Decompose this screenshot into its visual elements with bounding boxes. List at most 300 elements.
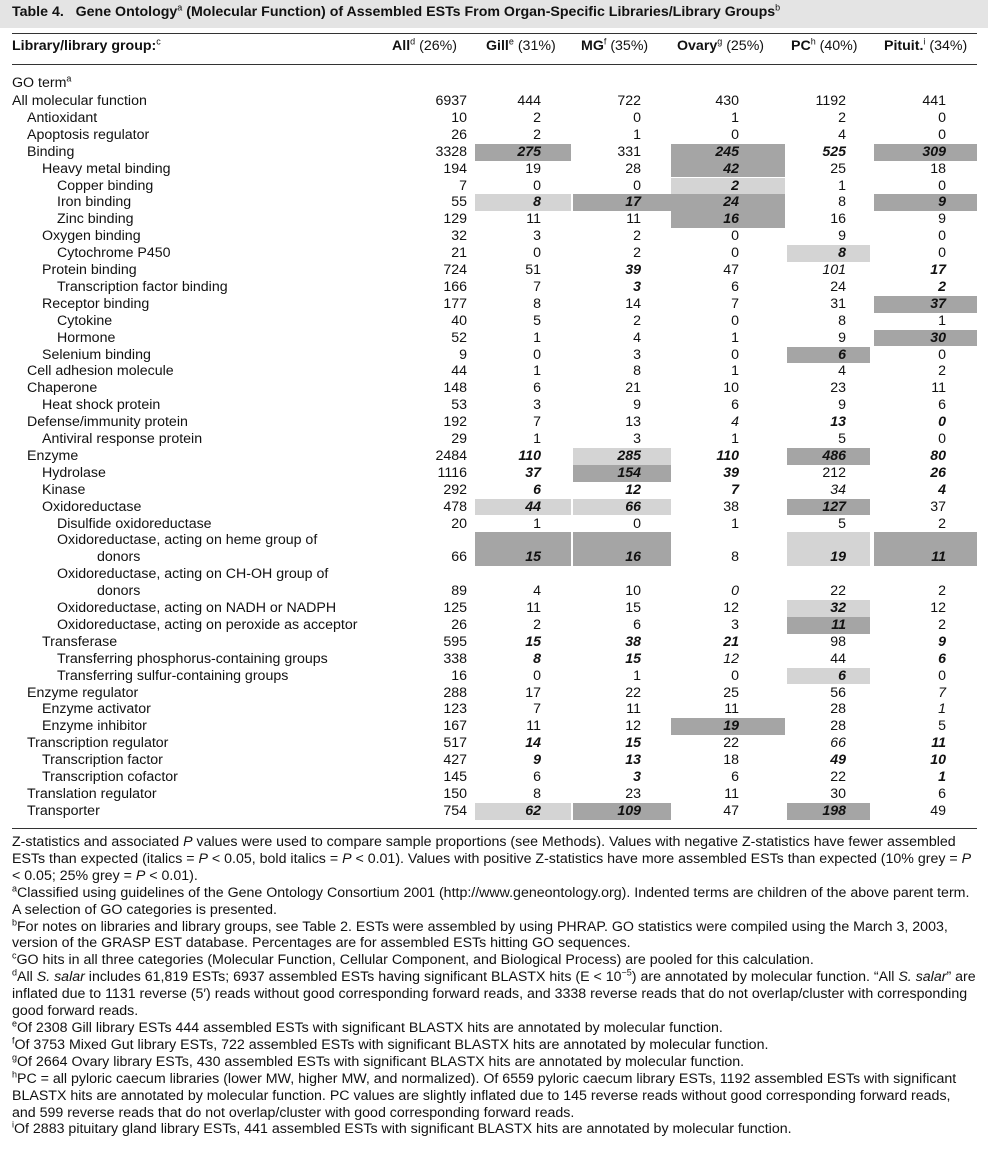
value-cell: 0	[938, 431, 946, 447]
value-cell: 11	[526, 718, 541, 735]
value-cell: 3	[633, 431, 641, 447]
value-cell: 154	[573, 465, 671, 482]
table-row	[0, 499, 988, 516]
table-row	[0, 718, 988, 735]
value-cell: 2	[533, 616, 541, 633]
value-cell: 427	[443, 752, 467, 769]
table-row	[0, 634, 988, 651]
value-cell: 28	[830, 701, 846, 718]
value-cell: 1	[633, 126, 641, 143]
value-cell: 2484	[435, 447, 467, 464]
value-cell: 4	[938, 481, 946, 498]
value-cell: 53	[451, 397, 467, 414]
value-cell: 17	[573, 194, 671, 211]
go-term-label: Heavy metal binding	[42, 160, 171, 177]
value-cell: 25	[723, 684, 739, 701]
go-term-label: Selenium binding	[42, 346, 151, 363]
value-cell: 62	[475, 803, 571, 820]
table-row	[0, 313, 988, 330]
value-cell: 11	[874, 532, 977, 566]
value-cell: 2	[633, 245, 641, 262]
value-cell: 309	[874, 144, 977, 161]
go-term-label: Transcription regulator	[27, 735, 169, 752]
value-cell: 275	[475, 144, 571, 161]
value-cell: 13	[625, 752, 641, 769]
go-term-label: Cytochrome P450	[57, 245, 171, 262]
value-cell: 7	[533, 278, 541, 295]
footnote-b: $^b$For notes on libraries and library groups, see Table 2. ESTs were assembled by using PHRAP. GO statistics were compiled using the March 3, 2003, version of the GRASP EST database. Percentages are for assembled ESTs hitting GO sequences.	[12, 916, 948, 952]
value-cell: 32	[451, 228, 467, 245]
table-row	[0, 465, 988, 482]
value-cell: 3	[633, 346, 641, 363]
go-term-label: Oxidoreductase, acting on heme group of donors	[57, 532, 318, 566]
value-cell: 9	[459, 346, 467, 363]
value-cell: 28	[625, 160, 641, 177]
value-cell: 288	[443, 684, 467, 701]
go-term-label: Copper binding	[57, 177, 154, 194]
value-cell: 6	[787, 668, 870, 685]
value-cell: 21	[723, 633, 739, 650]
value-cell: 292	[443, 481, 467, 498]
value-cell: 8	[838, 312, 846, 329]
footnote-e: $^e$Of 2308 Gill library ESTs 444 assembled ESTs with significant BLASTX hits are annotated by molecular function.	[12, 1018, 723, 1036]
value-cell: 16	[573, 532, 671, 566]
value-cell: 30	[874, 330, 977, 347]
value-cell: 31	[830, 295, 846, 312]
value-cell: 6	[938, 397, 946, 414]
value-cell: 6	[938, 650, 946, 667]
header-library-label: Library/library group:$^c$	[12, 36, 161, 54]
table-row	[0, 735, 988, 752]
value-cell: 12	[930, 600, 946, 616]
table-title-text-2: (Molecular Function) of Assembled ESTs From Organ-Specific Libraries/Library Groups	[182, 4, 776, 20]
value-cell: 724	[443, 262, 467, 278]
table-row	[0, 194, 988, 211]
value-cell: 0	[731, 583, 739, 600]
value-cell: 198	[787, 803, 870, 820]
value-cell: 8	[838, 194, 846, 211]
value-cell: 30	[830, 785, 846, 802]
go-term-label: Apoptosis regulator	[27, 126, 150, 143]
table-row	[0, 211, 988, 228]
go-term-label: Hydrolase	[42, 464, 106, 481]
value-cell: 101	[822, 262, 846, 278]
value-cell: 25	[830, 160, 846, 177]
value-cell: 18	[723, 752, 739, 769]
value-cell: 0	[533, 177, 541, 194]
value-cell: 28	[830, 718, 846, 735]
value-cell: 52	[451, 329, 467, 346]
value-cell: 7	[459, 177, 467, 194]
table-row	[0, 668, 988, 685]
table-row	[0, 161, 988, 178]
go-term-heading: GO term$^a$	[12, 73, 72, 91]
value-cell: 10	[625, 583, 641, 600]
value-cell: 44	[830, 650, 846, 667]
go-term-label: Oxygen binding	[42, 228, 141, 245]
value-cell: 4	[838, 363, 846, 380]
value-cell: 11	[724, 701, 739, 718]
value-cell: 7	[731, 481, 739, 498]
value-cell: 0	[633, 515, 641, 532]
value-cell: 39	[723, 464, 739, 481]
go-term-label: Enzyme inhibitor	[42, 718, 147, 735]
value-cell: 177	[443, 295, 467, 312]
value-cell: 47	[723, 802, 739, 819]
value-cell: 1	[533, 329, 541, 346]
value-cell: 6	[533, 481, 541, 498]
value-cell: 1	[533, 431, 541, 447]
value-cell: 1	[731, 363, 739, 380]
value-cell: 9	[838, 397, 846, 414]
go-term-label: Binding	[27, 143, 75, 160]
table-row	[0, 448, 988, 465]
table-row	[0, 516, 988, 533]
go-term-label: Oxidoreductase, acting on peroxide as acceptor	[57, 616, 358, 633]
value-cell: 24	[830, 278, 846, 295]
go-term-label: Transcription factor binding	[57, 278, 228, 295]
value-cell: 2	[938, 583, 946, 600]
table-row	[0, 685, 988, 702]
value-cell: 7	[533, 701, 541, 718]
go-term-label: Defense/immunity protein	[27, 414, 188, 431]
value-cell: 23	[830, 380, 846, 397]
table-title-text-1: Gene Ontology	[75, 4, 178, 20]
value-cell: 0	[731, 228, 739, 245]
go-term-label: Transcription factor	[42, 752, 163, 769]
value-cell: 20	[451, 515, 467, 532]
value-cell: 7	[938, 684, 946, 701]
value-cell: 9	[533, 752, 541, 769]
value-cell: 127	[787, 499, 870, 516]
col-header-all: All$^d$ (26%)	[392, 36, 457, 54]
value-cell: 4	[633, 329, 641, 346]
go-term-label: Oxidoreductase	[42, 498, 142, 515]
table-row	[0, 127, 988, 144]
table-row	[0, 617, 988, 634]
value-cell: 11	[787, 617, 870, 634]
value-cell: 754	[443, 802, 467, 819]
value-cell: 66	[451, 549, 467, 566]
value-cell: 0	[938, 667, 946, 684]
table-row	[0, 93, 988, 110]
value-cell: 2	[671, 178, 785, 195]
value-cell: 2	[533, 109, 541, 126]
go-term-label: Hormone	[57, 329, 116, 346]
value-cell: 167	[443, 718, 467, 735]
value-cell: 4	[533, 583, 541, 600]
value-cell: 3	[731, 616, 739, 633]
go-term-label: Antioxidant	[27, 109, 98, 126]
table-row	[0, 600, 988, 617]
value-cell: 212	[822, 464, 846, 481]
value-cell: 6	[938, 785, 946, 802]
value-cell: 12	[625, 718, 641, 735]
value-cell: 13	[625, 414, 641, 431]
go-term-label: Oxidoreductase, acting on CH-OH group of donors	[57, 566, 329, 600]
value-cell: 441	[922, 93, 946, 109]
go-term-label: Enzyme regulator	[27, 684, 139, 701]
value-cell: 722	[617, 93, 641, 109]
go-term-label: Antiviral response protein	[42, 431, 203, 447]
value-cell: 0	[938, 126, 946, 143]
value-cell: 40	[451, 312, 467, 329]
value-cell: 0	[938, 414, 946, 431]
value-cell: 595	[443, 633, 467, 650]
value-cell: 6	[533, 380, 541, 397]
value-cell: 12	[625, 481, 641, 498]
table-row	[0, 330, 988, 347]
value-cell: 29	[451, 431, 467, 447]
table-row	[0, 803, 988, 820]
value-cell: 1	[938, 769, 946, 785]
value-cell: 39	[625, 262, 641, 278]
go-term-label: Zinc binding	[57, 211, 134, 228]
table-row	[0, 414, 988, 431]
go-term-label: Transferring sulfur-containing groups	[57, 667, 289, 684]
value-cell: 8	[533, 295, 541, 312]
value-cell: 6937	[435, 93, 467, 109]
table-row	[0, 245, 988, 262]
value-cell: 26	[451, 126, 467, 143]
value-cell: 145	[443, 769, 467, 785]
value-cell: 5	[533, 312, 541, 329]
table-row	[0, 786, 988, 803]
table-row	[0, 110, 988, 127]
table-row	[0, 701, 988, 718]
value-cell: 34	[830, 481, 846, 498]
value-cell: 11	[626, 211, 641, 228]
value-cell: 80	[930, 447, 946, 464]
value-cell: 9	[938, 633, 946, 650]
value-cell: 15	[625, 600, 641, 616]
table-row	[0, 363, 988, 380]
go-term-label: Cell adhesion molecule	[27, 363, 174, 380]
value-cell: 22	[830, 769, 846, 785]
value-cell: 0	[731, 126, 739, 143]
table-row	[0, 144, 988, 161]
value-cell: 525	[822, 143, 846, 160]
value-cell: 150	[443, 785, 467, 802]
col-header-pituit: Pituit.$^i$ (34%)	[884, 36, 968, 54]
value-cell: 38	[723, 498, 739, 515]
value-cell: 245	[671, 144, 785, 161]
footnote-c: $^c$GO hits in all three categories (Molecular Function, Cellular Component, and Biological Process) are pooled for this calculation.	[12, 950, 814, 969]
value-cell: 44	[475, 499, 571, 516]
go-term-label: Kinase	[42, 481, 86, 498]
go-term-label: Transferase	[42, 633, 118, 650]
table-title	[0, 0, 988, 28]
value-cell: 22	[723, 735, 739, 752]
value-cell: 15	[625, 650, 641, 667]
value-cell: 8	[787, 245, 870, 262]
value-cell: 14	[525, 735, 541, 752]
value-cell: 11	[526, 211, 541, 228]
go-term-label: Cytokine	[57, 312, 113, 329]
table-row	[0, 651, 988, 668]
footnotes	[12, 834, 978, 1138]
bottom-rule	[12, 828, 977, 829]
value-cell: 4	[838, 126, 846, 143]
value-cell: 6	[731, 397, 739, 414]
value-cell: 51	[525, 262, 541, 278]
value-cell: 6	[731, 769, 739, 785]
value-cell: 0	[731, 667, 739, 684]
value-cell: 3	[533, 397, 541, 414]
value-cell: 1	[533, 363, 541, 380]
value-cell: 1116	[437, 464, 467, 481]
go-term-label: Chaperone	[27, 380, 98, 397]
value-cell: 2	[938, 616, 946, 633]
table-label: Table 4.	[12, 4, 64, 20]
value-cell: 1	[731, 109, 739, 126]
value-cell: 26	[930, 464, 946, 481]
value-cell: 3	[633, 278, 641, 295]
value-cell: 42	[671, 161, 785, 178]
value-cell: 6	[731, 278, 739, 295]
value-cell: 24	[671, 194, 785, 211]
go-term-label: Oxidoreductase, acting on NADH or NADPH	[57, 600, 337, 616]
value-cell: 2	[938, 363, 946, 380]
go-term-label: All molecular function	[12, 93, 147, 109]
value-cell: 3	[533, 228, 541, 245]
value-cell: 338	[443, 650, 467, 667]
table-row	[0, 397, 988, 414]
footnote-main: Z-statistics and associated P values were used to compare sample proportions (see Methods). Values with negative Z-statistics have fewer assembled ESTs than expected (italics = P < 0.05, bold italics = P < 0.01). Values with positive Z-statistics have more assembled ESTs than expected (10% grey = P < 0.05; 25% grey = P < 0.01).	[12, 834, 972, 884]
value-cell: 1	[731, 431, 739, 447]
value-cell: 0	[938, 228, 946, 245]
value-cell: 0	[533, 667, 541, 684]
go-term-label: Transporter	[27, 802, 100, 819]
value-cell: 89	[451, 583, 467, 600]
value-cell: 10	[723, 380, 739, 397]
value-cell: 8	[633, 363, 641, 380]
value-cell: 4	[731, 414, 739, 431]
value-cell: 478	[443, 498, 467, 515]
value-cell: 110	[518, 447, 541, 464]
col-header-mg: $MG^f$ (35%)	[581, 36, 649, 54]
go-term-label: Heat shock protein	[42, 397, 161, 414]
value-cell: 2	[633, 228, 641, 245]
value-cell: 2	[938, 515, 946, 532]
value-cell: 47	[723, 262, 739, 278]
footnote-f: $^f$Of 3753 Mixed Gut library ESTs, 722 assembled ESTs with significant BLASTX hits are annotated by molecular function.	[12, 1035, 769, 1053]
value-cell: 37	[930, 498, 946, 515]
value-cell: 0	[633, 177, 641, 194]
value-cell: 109	[573, 803, 671, 820]
go-term-label: Protein binding	[42, 262, 137, 278]
go-term-label: Receptor binding	[42, 295, 150, 312]
value-cell: 6	[787, 347, 870, 364]
value-cell: 16	[451, 667, 467, 684]
value-cell: 10	[451, 109, 467, 126]
table-row	[0, 532, 988, 566]
value-cell: 486	[787, 448, 870, 465]
value-cell: 1	[938, 312, 946, 329]
top-rule	[12, 33, 977, 34]
value-cell: 1	[938, 701, 946, 718]
value-cell: 5	[938, 718, 946, 735]
table-row	[0, 769, 988, 786]
value-cell: 19	[525, 160, 541, 177]
value-cell: 110	[716, 447, 739, 464]
value-cell: 38	[625, 633, 641, 650]
footnote-g: $^g$Of 2664 Ovary library ESTs, 430 assembled ESTs with significant BLASTX hits are annotated by molecular function.	[12, 1052, 745, 1070]
table-row	[0, 279, 988, 296]
value-cell: 0	[533, 245, 541, 262]
value-cell: 430	[715, 93, 739, 109]
value-cell: 21	[625, 380, 641, 397]
table-row	[0, 380, 988, 397]
table-row	[0, 431, 988, 448]
value-cell: 7	[533, 414, 541, 431]
value-cell: 3	[633, 769, 641, 785]
table-row	[0, 262, 988, 279]
value-cell: 16	[830, 211, 846, 228]
value-cell: 1	[731, 329, 739, 346]
value-cell: 10	[930, 752, 946, 769]
value-cell: 49	[830, 752, 846, 769]
value-cell: 15	[475, 532, 571, 566]
value-cell: 6	[633, 616, 641, 633]
value-cell: 55	[451, 194, 467, 211]
table-row	[0, 228, 988, 245]
value-cell: 9	[874, 194, 977, 211]
value-cell: 6	[533, 769, 541, 785]
value-cell: 1	[838, 177, 846, 194]
value-cell: 0	[731, 346, 739, 363]
value-cell: 23	[625, 785, 641, 802]
value-cell: 5	[838, 431, 846, 447]
value-cell: 0	[731, 312, 739, 329]
value-cell: 517	[443, 735, 467, 752]
footnote-d: $^d$All S. salar includes 61,819 ESTs; 6937 assembled ESTs having significant BLASTX hits $(E < 10^{-5})$ are annotated by molecular function. “All S. salar” are inflated due to 1131 reverse (5′) reads without good corresponding forward reads, and 3338 reverse reads that do not overlap/cluster with corresponding good forward reads.	[12, 967, 976, 1020]
value-cell: 11	[626, 701, 641, 718]
value-cell: 12	[723, 650, 739, 667]
value-cell: 21	[451, 245, 467, 262]
value-cell: 0	[938, 346, 946, 363]
value-cell: 16	[671, 211, 785, 228]
value-cell: 56	[830, 684, 846, 701]
title-sup-b: b	[775, 2, 781, 13]
value-cell: 5	[838, 515, 846, 532]
value-cell: 9	[838, 228, 846, 245]
go-term-label: Enzyme	[27, 447, 79, 464]
value-cell: 7	[731, 295, 739, 312]
value-cell: 0	[731, 245, 739, 262]
value-cell: 22	[830, 583, 846, 600]
value-cell: 44	[451, 363, 467, 380]
footnote-a: $^a$Classified using guidelines of the Gene Ontology Consortium 2001 (http://www.geneontology.org). Indented terms are children of the above parent term. A selection of GO categories is presented.	[12, 882, 970, 918]
value-cell: 12	[723, 600, 739, 616]
value-cell: 0	[633, 109, 641, 126]
value-cell: 49	[930, 802, 946, 819]
value-cell: 8	[533, 785, 541, 802]
value-cell: 129	[443, 211, 467, 228]
value-cell: 17	[930, 262, 946, 278]
value-cell: 66	[573, 499, 671, 516]
table-row	[0, 178, 988, 195]
value-cell: 0	[938, 245, 946, 262]
footnote-h: $^h$PC = all pyloric caecum libraries (lower MW, higher MW, and normalized). Of 6559 pyloric caecum library ESTs, 1192 assembled ESTs with significant BLASTX hits are annotated by molecular function. PC values are slightly inflated due to 145 reverse reads without good corresponding forward reads, and 599 reverse reads that do not overlap/cluster with good corresponding forward reads.	[12, 1068, 957, 1121]
value-cell: 1	[533, 515, 541, 532]
value-cell: 13	[830, 414, 846, 431]
value-cell: 125	[443, 600, 467, 616]
go-term-label: Enzyme activator	[42, 701, 151, 718]
value-cell: 15	[625, 735, 641, 752]
value-cell: 1	[731, 515, 739, 532]
value-cell: 37	[525, 464, 541, 481]
